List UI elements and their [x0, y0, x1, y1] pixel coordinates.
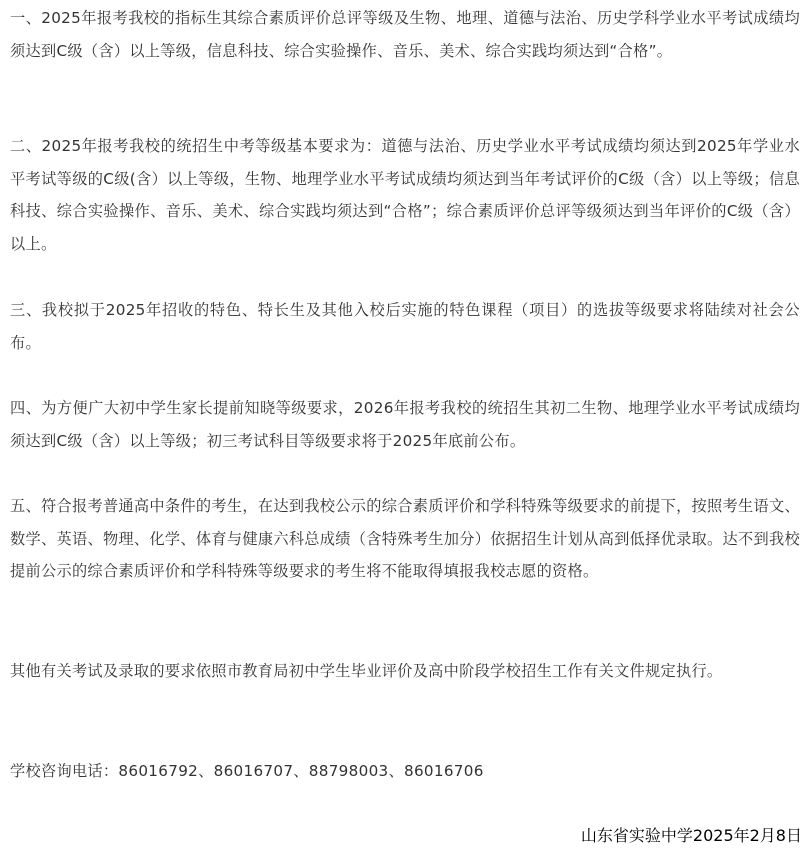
signature-date: 山东省实验中学2025年2月8日: [580, 826, 802, 845]
paragraph-2-general-students: 二、2025年报考我校的统招生中考等级基本要求为：道德与法治、历史学业水平考试成绩均须达到2025年学业水平考试等级的C级(含）以上等级，生物、地理学业水平考试成绩均须达到当年考试评价的C级（含）以上等级；信息科技、综合实验操作、音乐、美术、综合实践均须达到“合格”；综合素质评价总评等级须达到当年评价的C级（含）以上。: [10, 137, 800, 253]
paragraph-7-contact-phones: 学校咨询电话：86016792、86016707、88798003、86016706: [10, 762, 484, 780]
paragraph-3-specialty-students: 三、我校拟于2025年招收的特色、特长生及其他入校后实施的特色课程（项目）的选拔等级要求将陆续对社会公布。: [10, 301, 800, 352]
paragraph-4-2026-requirements: 四、为方便广大初中学生家长提前知晓等级要求，2026年报考我校的统招生其初二生物、地理学业水平考试成绩均须达到C级（含）以上等级；初三考试科目等级要求将于2025年底前公布。: [10, 399, 800, 450]
paragraph-5-admission-rules: 五、符合报考普通高中条件的考生，在达到我校公示的综合素质评价和学科特殊等级要求的前提下，按照考生语文、数学、英语、物理、化学、体育与健康六科总成绩（含特殊考生加分）依据招生计划从高到低择优录取。达不到我校提前公示的综合素质评价和学科特殊等级要求的考生将不能取得填报我校志愿的资格。: [10, 497, 800, 580]
paragraph-1-indicator-students: 一、2025年报考我校的指标生其综合素质评价总评等级及生物、地理、道德与法治、历史学科学业水平考试成绩均须达到C级（含）以上等级，信息科技、综合实验操作、音乐、美术、综合实践均须达到“合格”。: [10, 9, 800, 60]
paragraph-6-other-requirements: 其他有关考试及录取的要求依照市教育局初中学生毕业评价及高中阶段学校招生工作有关文件规定执行。: [10, 662, 723, 680]
